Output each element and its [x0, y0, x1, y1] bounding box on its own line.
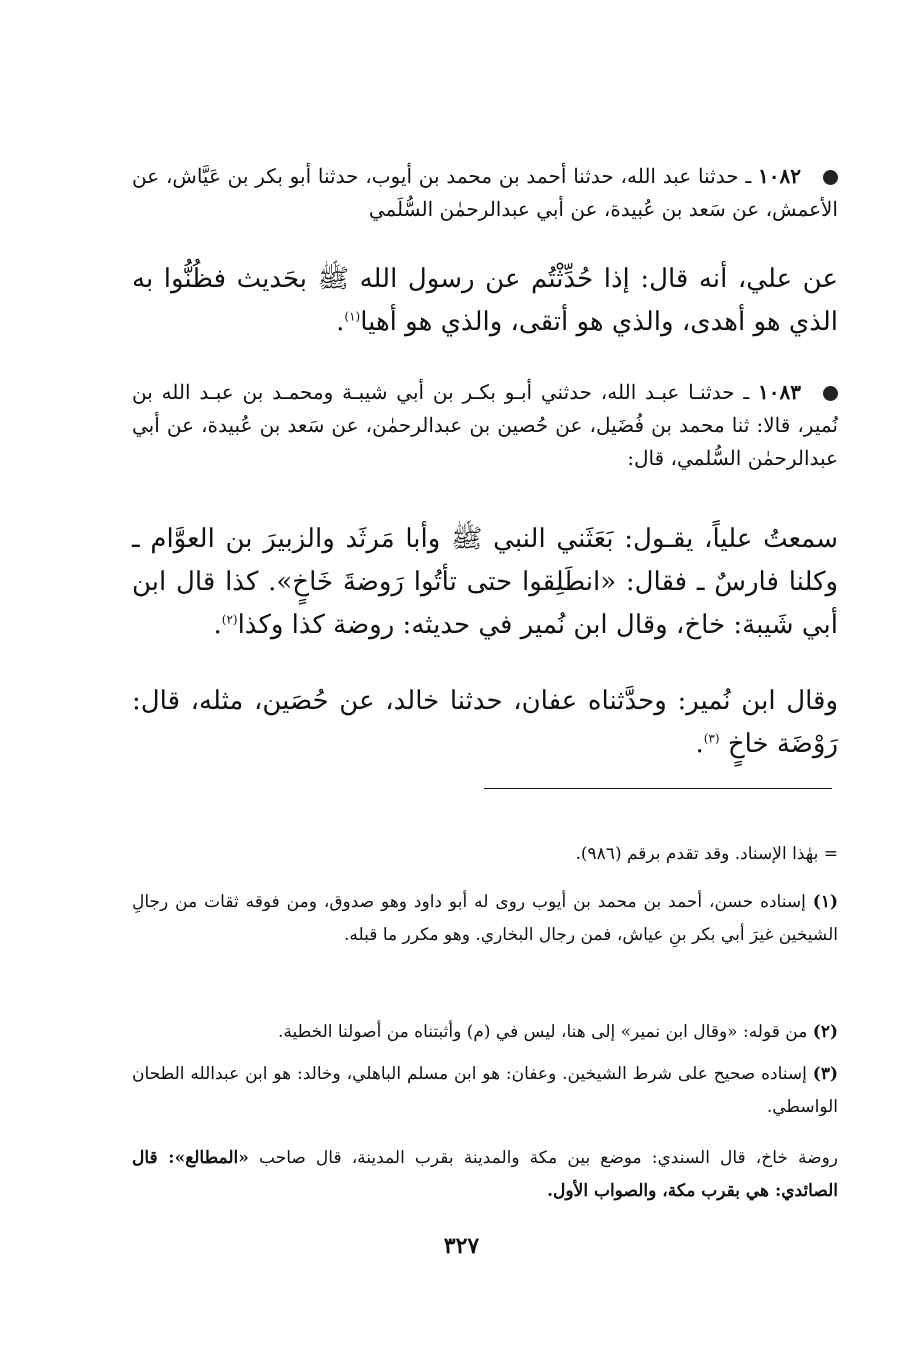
- footnote-text-bold: : قال الصائدي: هي بقرب مكة، والصواب الأول.: [132, 1148, 838, 1201]
- footnote-3: [132, 1058, 838, 1124]
- isnad-text: ـ حدثنا عبد الله، حدثنا أحمد بن محمد بن أيوب، حدثنا أبو بكر بن عَيَّاش، عن الأعمش، عن سَعد بن عُبيدة، عن أبي عبدالرحمٰن السُّلَمي: [132, 164, 838, 221]
- footnote-text: إسناده حسن، أحمد بن محمد بن أيوب روى له أبو داود وهو صدوق، ومن فوقه ثقات من رجالِ الشيخين غيرَ أبي بكر بنِ عياش، فمن رجال البخاري. وهو مكرر ما قبله.: [132, 892, 838, 945]
- continuation-text: وقال ابن نُمير: وحدَّثناه عفان، حدثنا خالد، عن حُصَين، مثله، قال: رَوْضَة خاخٍ: [132, 686, 838, 759]
- footnote-label: (٣): [812, 1064, 839, 1084]
- footnote-text: روضة خاخ، قال السندي: موضع بين مكة والمدينة بقرب المدينة، قال صاحب: [259, 1148, 838, 1168]
- matn-text: سمعتُ علياً، يقـول: بَعَثَني النبي ﷺ وأبا مَرثَد والزبيرَ بن العوَّام ـ وكلنا فارسٌ ـ فقال: «انطَلِقوا حتى تأتُوا رَوضةَ خَاخٍ». كذا قال ابن أبي شَيبة: خاخ، وقال ابن نُمير في حديثه: روضة كذا وكذا: [132, 524, 838, 640]
- footnote-separator: [484, 788, 832, 789]
- footnote-carry: [132, 838, 838, 871]
- matn-end: .: [213, 610, 222, 640]
- footnote-2: [132, 1016, 838, 1049]
- hadith-1082-matn: [132, 258, 838, 344]
- footnote-label: (٢): [812, 1022, 838, 1042]
- matn-text: عن علي، أنه قال: إذا حُدِّثْتُم عن رسول الله ﷺ بحَديث فظُنُّوا به الذي هو أهدى، والذي هو أتقى، والذي هو أهيا: [132, 264, 838, 337]
- hadith-number: ١٠٨٢: [758, 164, 801, 188]
- footnote-text: من قوله: «وقال ابن نمير» إلى هنا، ليس في (م) وأثبتناه من أصولنا الخطية.: [278, 1022, 808, 1042]
- source-title: «المطالع»: [174, 1148, 249, 1168]
- page-number: ٣٢٧: [443, 1233, 480, 1259]
- footnote-ref: (١): [344, 309, 361, 324]
- hadith-number: ١٠٨٣: [758, 380, 801, 404]
- isnad-text: ـ حدثنـا عبـد الله، حدثني أبـو بكـر بن أبي شيبـة ومحمـد بن عبـد الله بن نُمير، قالا: ثنا محمد بن فُضَيل، عن حُصين بن عبدالرحمٰن، عن سَعد بن عُبيدة، عن أبي عبدالرحمٰن السُّلمي، قال:: [132, 380, 838, 470]
- bullet-dot-icon: [823, 386, 838, 401]
- hadith-1083-isnad: [132, 376, 838, 475]
- hadith-1082-isnad: [132, 160, 838, 226]
- footnote-carry-text: = بهٰذا الإسناد. وقد تقدم برقم (٩٨٦).: [575, 844, 838, 864]
- footnote-3-para-2: [132, 1142, 838, 1208]
- footnote-ref: (٣): [703, 731, 720, 746]
- hadith-1083-continuation: [132, 680, 838, 766]
- continuation-end: .: [695, 729, 704, 759]
- footnote-ref: (٢): [221, 612, 238, 627]
- footnote-label: (١): [812, 892, 838, 912]
- footnote-text: إسناده صحيح على شرط الشيخين. وعفان: هو ابن مسلم الباهلي، وخالد: هو ابن عبدالله الطحان الواسطي.: [132, 1064, 838, 1117]
- footnote-1: [132, 886, 838, 952]
- bullet-dot-icon: [823, 170, 838, 185]
- hadith-1083-matn: [132, 518, 838, 647]
- matn-end: .: [336, 307, 345, 337]
